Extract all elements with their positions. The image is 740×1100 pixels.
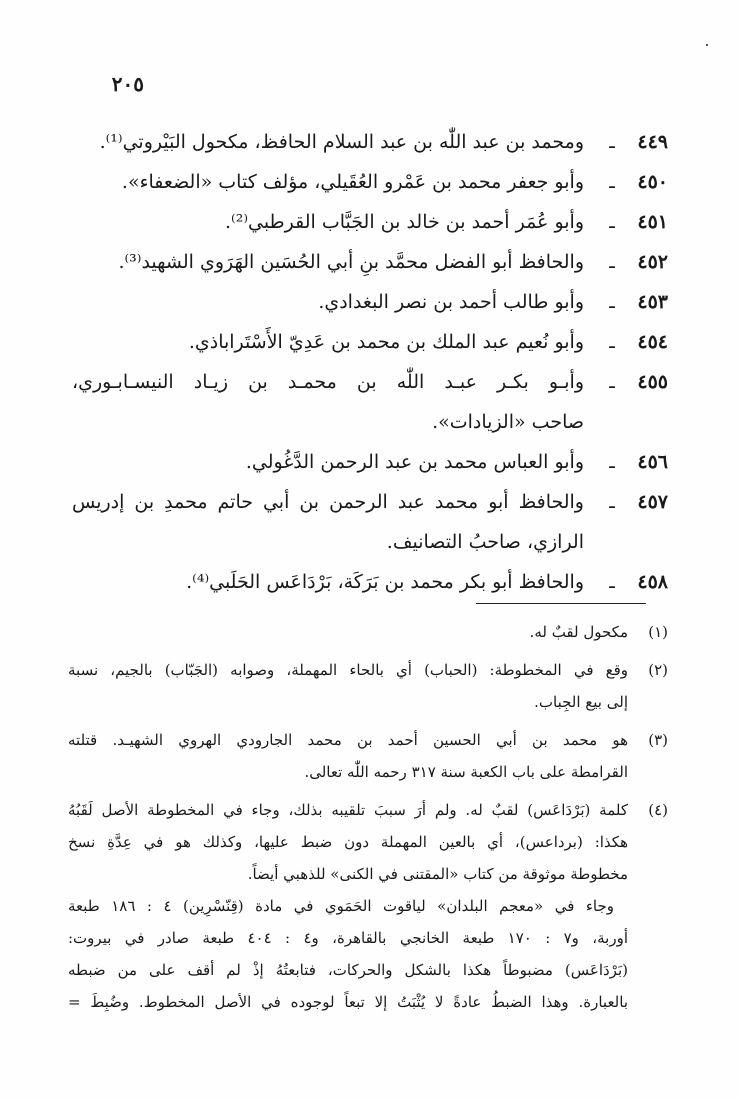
footnote-divider [476,603,646,604]
entry-dash: ـ [609,251,615,273]
footnote-line: وجاء في «معجم البلدان» لياقوت الحَمَوي في مادة (قِنّسْرِين) ٤ : ١٨٦ طبعة [68,897,614,915]
entry-dash: ـ [609,371,615,393]
page-number: ٢٠٥ [111,72,144,96]
entry-dash: ـ [609,131,615,153]
entry-number: ٤٥٣ [637,291,668,313]
footnote-line: مكحول لقبٌ له. [529,623,628,641]
list-item [72,562,668,602]
entry-list [72,122,668,602]
footnote-number: (٢) [648,661,668,679]
entry-text: وأبو جعفر محمد بن عَمْرو العُقَيلي، مؤلف كتاب «الضعفاء». [121,171,584,193]
footnote-number: (٣) [648,731,668,749]
entry-dash: ـ [609,171,615,193]
footnote-line: مخطوطة موثوقة من كتاب «المقتنى في الكنى» للذهبي أيضاً. [247,865,628,883]
entry-dash: ـ [609,451,615,473]
list-item [72,442,668,482]
footnote [68,724,668,788]
list-item [72,482,668,562]
entry-dash: ـ [609,331,615,353]
page-corner-mark [706,44,708,46]
entry-text-continuation: الرازي، صاحبُ التصانيف. [386,531,584,553]
footnote-line: وقع في المخطوطة: (الحباب) أي بالحاء المهملة، وصوابه (الجَبّاب) بالجيم، نسبة [68,661,628,679]
entry-number: ٤٥٤ [637,331,668,353]
list-item [72,282,668,322]
entry-text-continuation: صاحب «الزيادات». [432,411,584,433]
footnote-line: (بَرْدَاعَس) مضبوطاً هكذا بالشكل والحركات، فتابعتُهُ إذْ لم أقف على من ضبطه [68,961,628,979]
footnote-number: (٤) [648,801,668,819]
footnote [68,654,668,718]
entry-number: ٤٤٩ [637,131,668,153]
footnote-line: كلمة (بَرْدَاعَس) لقبٌ له. ولم أرَ سببَ تلقيبه بذلك، وجاء في المخطوطة الأصل لَقَبُهُ [68,801,628,819]
footnote [68,616,668,648]
footnote-line: هو محمد بن أبي الحسين أحمد بن محمد الجارودي الهروي الشهيـد. قتلته [68,731,628,749]
entry-dash: ـ [609,291,615,313]
list-item [72,242,668,282]
list-item [72,362,668,442]
entry-number: ٤٥١ [637,211,668,233]
entry-text: وأبو نُعيم عبد الملك بن محمد بن عَدِيّ الأَسْتَراباذي. [188,331,584,353]
entry-number: ٤٥٠ [637,171,668,193]
entry-text: والحافظ أبو بكر محمد بن بَرَكَة، بَرْدَاعَس الحَلَبي⁽⁴⁾. [186,571,584,593]
entry-number: ٤٥٦ [637,451,668,473]
entry-text: وأبو عُمَر أحمد بن خالد بن الجَبَّاب القرطبي⁽²⁾. [224,211,584,233]
footnote-line: هكذا: (برداعس)، أي بالعين المهملة دون ضبط عليها، وكذلك هو في عِدَّةِ نسخ [68,833,628,851]
entry-dash: ـ [609,571,615,593]
entry-number: ٤٥٢ [637,251,668,273]
entry-text: وأبـو بكـر عبـد اللّٰه بن محمـد بن زيـاد النيسـابـوري، [72,371,584,393]
footnote-line: القرامطة على باب الكعبة سنة ٣١٧ رحمه اللّٰه تعالى. [304,763,628,781]
footnotes [68,616,668,1024]
footnote-line: بالعبارة. وهذا الضبطُ عادةً لا يُثْبَتُ إلا تبعاً لوجوده في الأصل المخطوط. وضُبِطَ = [68,993,628,1011]
entry-text: وأبو طالب أحمد بن نصر البغدادي. [318,291,584,313]
footnote-line: أوربة، و٧ : ١٧٠ طبعة الخانجي بالقاهرة، و٤ : ٤٠٤ طبعة صادر في بيروت: [68,929,628,947]
footnote-number: (١) [648,623,668,641]
entry-number: ٤٥٥ [637,371,668,393]
list-item [72,322,668,362]
entry-text: وأبو العباس محمد بن عبد الرحمن الدَّغُولي. [245,451,584,473]
entry-number: ٤٥٨ [637,571,668,593]
list-item [72,162,668,202]
footnote-line: إلى بيع الجِباب. [534,693,628,711]
list-item [72,122,668,162]
entry-number: ٤٥٧ [637,491,668,513]
entry-text: والحافظ أبو محمد عبد الرحمن بن أبي حاتم محمدِ بن إدريس [72,491,584,513]
entry-text: والحافظ أبو الفضل محمَّد بنِ أبي الحُسَين الهَرَوي الشهيد⁽³⁾. [118,251,584,273]
entry-text: ومحمد بن عبد اللّٰه بن عبد السلام الحافظ، مكحول البَيْروتي⁽¹⁾. [99,131,584,153]
entry-dash: ـ [609,491,615,513]
footnote [68,794,668,1018]
entry-dash: ـ [609,211,615,233]
list-item [72,202,668,242]
